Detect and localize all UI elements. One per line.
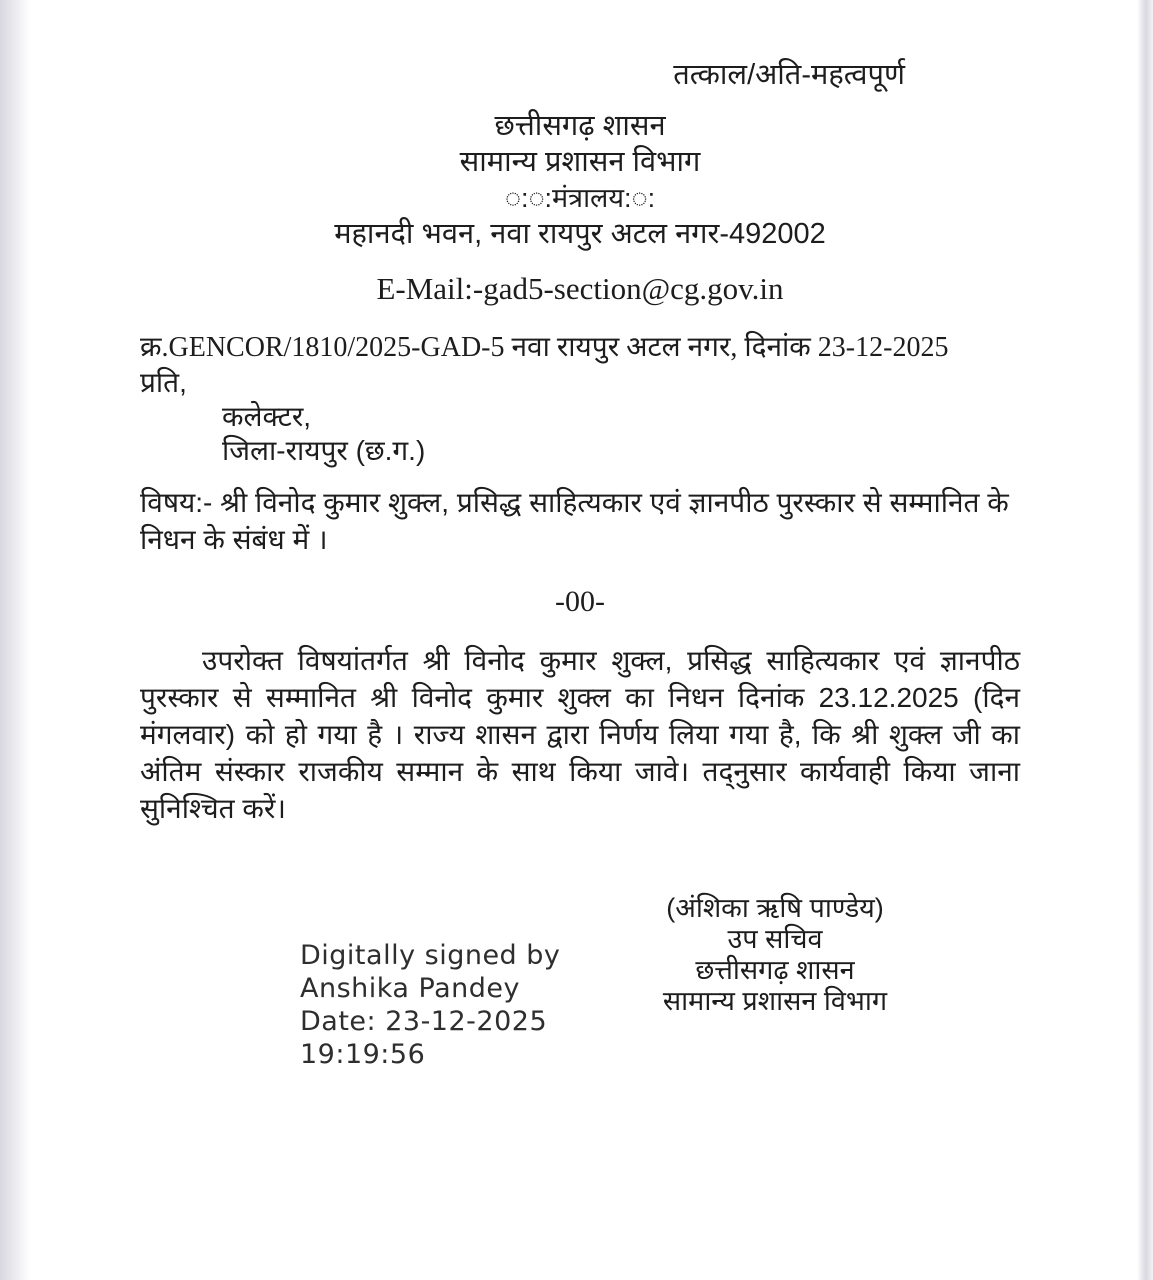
signatory-block — [635, 893, 915, 1017]
letterhead-ministry-line: ◌:◌:मंत्रालय:◌: — [504, 183, 656, 213]
signatory-designation: उप सचिव — [727, 924, 823, 954]
signature-area — [140, 893, 1020, 1213]
letter-content — [0, 56, 1153, 1213]
letterhead-government: छत्तीसगढ़ शासन — [494, 110, 666, 142]
addressee-district: जिला-रायपुर (छ.ग.) — [222, 435, 426, 466]
digital-signature-line1: Digitally signed by — [300, 940, 561, 971]
digital-signature-line4: 19:19:56 — [300, 1039, 426, 1070]
signatory-name: (अंशिका ऋषि पाण्डेय) — [666, 893, 884, 923]
digital-signature-stamp — [300, 939, 560, 1071]
signatory-department: सामान्य प्रशासन विभाग — [662, 986, 888, 1016]
signatory-government: छत्तीसगढ़ शासन — [695, 955, 855, 985]
subject-line: विषय:- श्री विनोद कुमार शुक्ल, प्रसिद्ध साहित्यकार एवं ज्ञानपीठ पुरस्कार से सम्मानित के निधन के संबंध में । — [140, 487, 1009, 555]
letterhead — [140, 108, 1020, 252]
addressee-designation: कलेक्टर, — [222, 401, 312, 432]
letterhead-email: E-Mail:-gad5-section@cg.gov.in — [376, 271, 784, 306]
letterhead-address: महानदी भवन, नवा रायपुर अटल नगर-492002 — [334, 218, 826, 250]
addressee-to: प्रति, — [140, 367, 187, 398]
section-divider: -00- — [555, 585, 605, 618]
digital-signature-line3: Date: 23-12-2025 — [300, 1006, 548, 1037]
reference-number-line: क्र.GENCOR/1810/2025-GAD-5 नवा रायपुर अटल नगर, दिनांक 23-12-2025 — [140, 332, 949, 363]
letterhead-department: सामान्य प्रशासन विभाग — [459, 146, 701, 178]
urgency-marking: तत्काल/अति-महत्वपूर्ण — [673, 59, 905, 91]
addressee-block — [140, 366, 1020, 468]
body-paragraph: उपरोक्त विषयांतर्गत श्री विनोद कुमार शुक्ल, प्रसिद्ध साहित्यकार एवं ज्ञानपीठ पुरस्कार से सम्मानित श्री विनोद कुमार शुक्ल का निधन दिनांक 23.12.2025 (दिन मंगलवार) को हो गया है । राज्य शासन द्वारा निर्णय लिया गया है, कि श्री शुक्ल जी का अंतिम संस्कार राजकीय सम्मान के साथ किया जावे। तद्नुसार कार्यवाही किया जाना सुनिश्चित करें। — [140, 645, 1020, 824]
digital-signature-line2: Anshika Pandey — [300, 973, 521, 1004]
